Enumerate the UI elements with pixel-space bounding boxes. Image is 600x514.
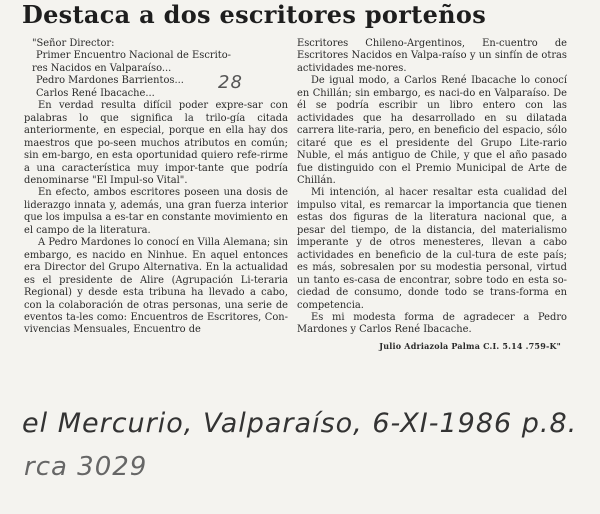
article-paragraph: Mi intención, al hacer resaltar esta cualidad del impulso vital, es remarcar la importancia que tienen estas dos figuras de la literatura nacional que, a pesar del tiempo, de la distancia, del materialismo imperante y de otros menesteres, llevan a cabo actividades en beneficio de la cul-tura de este país; es más, sobresalen por su modestia personal, virtud un tanto es-casa de encontrar, sobre todo en esta so-ciedad de consumo, donde todo se trans-forma en competencia. (297, 187, 567, 311)
salutation-line: "Señor Director: (32, 38, 115, 49)
article-paragraph: En verdad resulta difícil poder expre-sar con palabras lo que significa la trilo-gía citada anteriormente, en especial, porque en ella hay dos maestros que po-seen muchos atributos en común; sin em-bargo, en esta oportunidad quiero refe-rirme a una característica muy impor-tante que podría denominarse "El Impul-so Vital". (24, 100, 288, 186)
salutation (32, 38, 288, 100)
article-paragraph: A Pedro Mardones lo conocí en Villa Alemana; sin embargo, es nacido en Ninhue. En aquel entonces era Director del Grupo Alternativa. En la actualidad es el presidente de Alire (Agrupación Li-teraria Regional) y desde esta tribuna ha llevado a cabo, con la colaboración de otras personas, una serie de eventos ta-les como: Encuentros de Escritores, Con-vivencias Mensuales, Encuentro de (24, 237, 288, 336)
article-column-right (297, 38, 567, 352)
salutation-line: res Nacidos en Valparaíso... (32, 62, 172, 74)
article-column-left (24, 38, 288, 337)
article-paragraph: En efecto, ambos escritores poseen una dosis de liderazgo innata y, además, una gran fuerza interior que los impulsa a es-tar en constante movimiento en el campo de la literatura. (24, 187, 288, 236)
handwritten-source-note: el Mercurio, Valparaíso, 6-XI-1986 p.8. (22, 408, 578, 439)
salutation-line: Primer Encuentro Nacional de Escrito- (36, 50, 231, 62)
article-headline: Destaca a dos escritores porteños (22, 0, 487, 29)
article-paragraph: Es mi modesta forma de agradecer a Pedro Mardones y Carlos René Ibacache. (297, 311, 567, 336)
author-signature: Julio Adriazola Palma C.I. 5.14 .759-K" (379, 340, 561, 351)
salutation-line: Pedro Mardones Barrientos... (36, 75, 184, 87)
article-paragraph: Escritores Chileno-Argentinos, En-cuentro de Escritores Nacidos en Valpa-raíso y un sinfín de otras actividades me-nores. (297, 38, 567, 74)
handwritten-page-number: 28 (218, 72, 243, 93)
article-paragraph: De igual modo, a Carlos René Ibacache lo conocí en Chillán; sin embargo, es naci-do en Valparaíso. De él se podría escribir un libro entero con las actividades que ha desarrollado en su dilatada carrera lite-raria, pero, en beneficio del espacio, sólo citaré que es el presidente del Grupo Lite-rario Nuble, el más antiguo de Chile, y que el año pasado fue distinguido con el Premio Municipal de Arte de Chillán. (297, 75, 567, 186)
salutation-line: Carlos René Ibacache... (36, 87, 155, 99)
handwritten-reference-code: rca 3029 (24, 452, 148, 482)
